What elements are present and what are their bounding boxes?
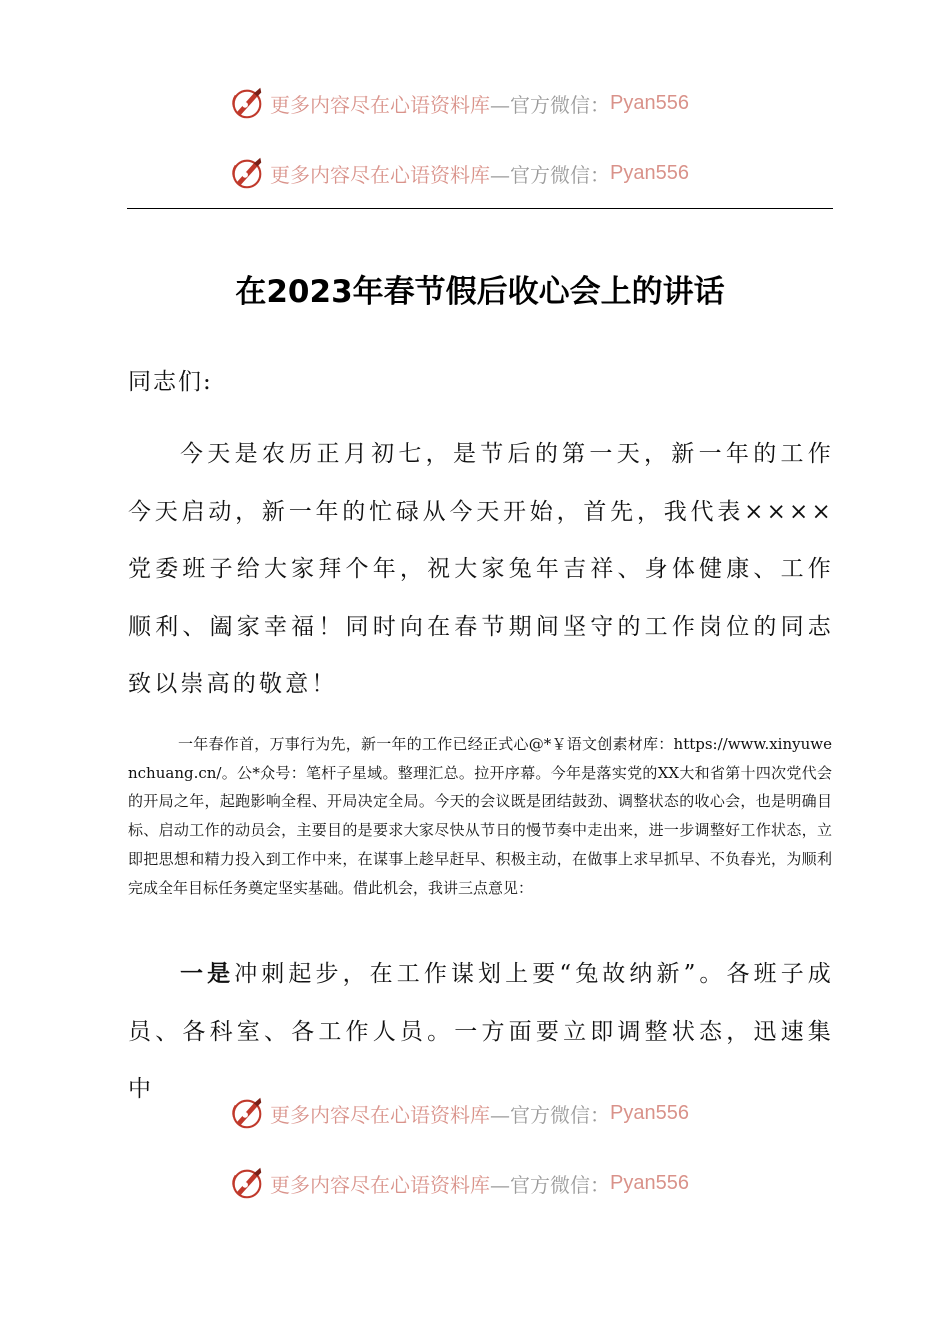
point-one-lead: 一是 [180,961,235,987]
pen-logo-icon [228,154,266,192]
pen-logo-icon [228,1164,266,1202]
watermark-text: 更多内容尽在心语资料库 [270,162,490,187]
header-divider [127,208,833,209]
watermark-dash-text: —官方微信： [490,1172,610,1197]
watermark-banner-top-1 [228,83,689,123]
watermark-text: 更多内容尽在心语资料库 [270,1172,490,1197]
paragraph-intro: 一年春作首，万事行为先，新一年的工作已经正式心@*￥语文创素材库：https://www.xinyuwenchuang.cn/。公*众号：笔杆子星域。整理汇总。拉开序幕。今年是落实党的XX大和省第十四次党代会的开局之年，起跑影响全程、开局决定全局。今天的会议既是团结鼓劲、调整状态的收心会，也是明确目标、启动工作的动员会，主要目的是要求大家尽快从节日的慢节奏中走出来，进一步调整好工作状态，立即把思想和精力投入到工作中来，在谋事上趁早赶早、积极主动，在做事上求早抓早、不负春光，为顺利完成全年目标任务奠定坚实基础。借此机会，我讲三点意见： [128,735,832,897]
watermark-id: Pyan556 [610,161,689,184]
watermark-banner-bottom-2 [228,1163,689,1203]
watermark-text: 更多内容尽在心语资料库 [270,1102,490,1127]
watermark-dash-text: —官方微信： [490,162,610,187]
watermark-text: 更多内容尽在心语资料库 [270,92,490,117]
watermark-banner-top-2 [228,153,689,193]
paragraph-opening: 今天是农历正月初七，是节后的第一天，新一年的工作今天启动，新一年的忙碌从今天开始，首先，我代表××××党委班子给大家拜个年，祝大家兔年吉祥、身体健康、工作顺利、阖家幸福！同时向在春节期间坚守的工作岗位的同志致以崇高的敬意！ [128,441,834,697]
document-title: 在2023年春节假后收心会上的讲话 [235,274,725,310]
watermark-id: Pyan556 [610,1171,689,1194]
watermark-banner-bottom-1 [228,1093,689,1133]
watermark-dash-text: —官方微信： [490,92,610,117]
salutation: 同志们: [128,369,213,395]
watermark-id: Pyan556 [610,91,689,114]
watermark-id: Pyan556 [610,1101,689,1124]
pen-logo-icon [228,84,266,122]
pen-logo-icon [228,1094,266,1132]
point-one-body: 冲刺起步，在工作谋划上要“兔故纳新”。各班子成员、各科室、各工作人员。一方面要立即调整状态，迅速集中 [128,961,834,1102]
watermark-dash-text: —官方微信： [490,1102,610,1127]
